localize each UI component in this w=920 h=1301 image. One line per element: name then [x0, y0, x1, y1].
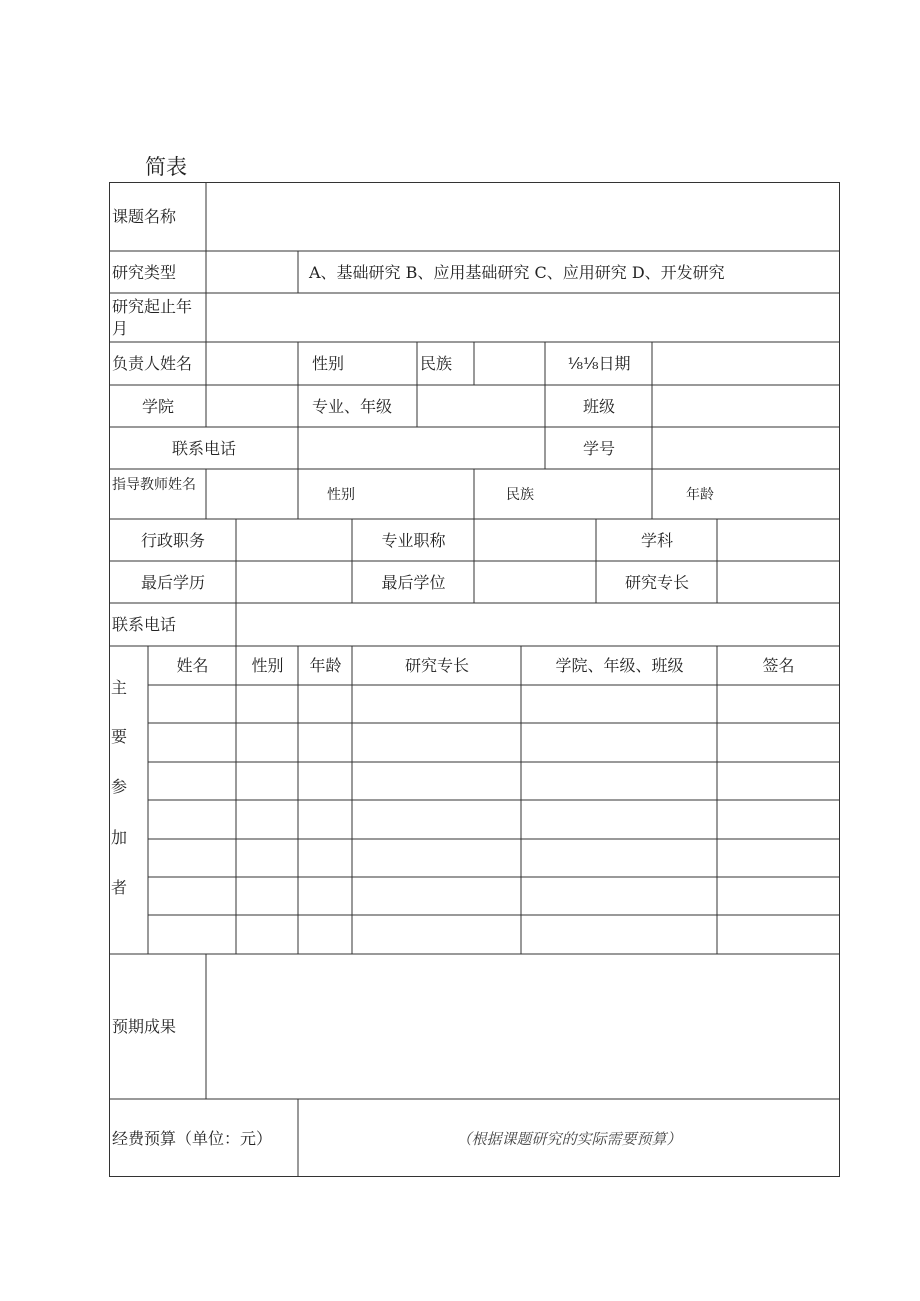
participants-header-age: 年龄 [309, 656, 342, 675]
outcome-input[interactable] [207, 955, 839, 1099]
topic-label: 课题名称 [112, 207, 177, 226]
participant-name-input[interactable] [149, 724, 236, 762]
participants-header-school: 学院、年级、班级 [555, 656, 684, 675]
participant-school-input[interactable] [522, 916, 717, 954]
advisor-title-label: 专业职称 [381, 530, 446, 550]
participant-expertise-input[interactable] [353, 840, 521, 877]
period-input[interactable] [207, 294, 839, 342]
participant-signature-input[interactable] [718, 724, 839, 762]
participant-signature-input[interactable] [718, 878, 839, 915]
participant-gender-input[interactable] [237, 686, 298, 723]
leader-birth-input[interactable] [653, 343, 839, 385]
participant-age-input[interactable] [299, 686, 352, 723]
leader-school-input[interactable] [207, 386, 298, 427]
advisor-degree-label: 最后学位 [381, 572, 446, 592]
participants-section-char: 主 [111, 678, 128, 697]
topic-input[interactable] [207, 183, 839, 251]
leader-gender-label: 性别 [312, 354, 345, 373]
research-type-options: A、基础研究 B、应用基础研究 C、应用研究 D、开发研究 [309, 262, 725, 282]
participant-age-input[interactable] [299, 724, 352, 762]
advisor-subject-label: 学科 [640, 530, 673, 550]
advisor-subject-input[interactable] [718, 520, 839, 561]
participants-section-char: 要 [111, 727, 128, 746]
budget-label: 经费预算（单位：元） [112, 1128, 273, 1148]
participant-name-input[interactable] [149, 878, 236, 915]
advisor-title-input[interactable] [475, 520, 596, 561]
budget-note: （根据课题研究的实际需要预算） [456, 1129, 682, 1148]
advisor-admin-label: 行政职务 [140, 530, 205, 550]
participant-signature-input[interactable] [718, 840, 839, 877]
participant-signature-input[interactable] [718, 916, 839, 954]
participant-gender-input[interactable] [237, 763, 298, 800]
leader-id-input[interactable] [653, 428, 839, 469]
advisor-age-label: 年龄 [686, 486, 714, 503]
period-label-line2: 月 [112, 319, 129, 338]
participant-expertise-input[interactable] [353, 878, 521, 915]
participant-age-input[interactable] [299, 878, 352, 915]
participant-school-input[interactable] [522, 801, 717, 839]
participant-age-input[interactable] [299, 916, 352, 954]
participant-age-input[interactable] [299, 801, 352, 839]
participant-gender-input[interactable] [237, 801, 298, 839]
leader-phone-label: 联系电话 [171, 438, 236, 458]
leader-major-label: 专业、年级 [312, 396, 393, 416]
participants-section-char: 参 [111, 777, 128, 796]
participant-name-input[interactable] [149, 686, 236, 723]
participant-gender-input[interactable] [237, 724, 298, 762]
participant-expertise-input[interactable] [353, 686, 521, 723]
participant-signature-input[interactable] [718, 686, 839, 723]
leader-school-label: 学院 [141, 396, 174, 416]
outcome-label: 预期成果 [112, 1017, 177, 1036]
leader-major-input[interactable] [418, 386, 545, 427]
participant-expertise-input[interactable] [353, 801, 521, 839]
participant-name-input[interactable] [149, 763, 236, 800]
leader-name-input[interactable] [207, 343, 298, 385]
participant-school-input[interactable] [522, 840, 717, 877]
participants-header-signature: 签名 [762, 656, 795, 675]
participant-expertise-input[interactable] [353, 763, 521, 800]
participant-name-input[interactable] [149, 801, 236, 839]
participant-gender-input[interactable] [237, 878, 298, 915]
research-type-input[interactable] [207, 252, 298, 293]
advisor-edu-label: 最后学历 [140, 572, 205, 592]
participants-header-name: 姓名 [176, 656, 209, 675]
participants-section-char: 者 [111, 878, 128, 897]
participant-name-input[interactable] [149, 840, 236, 877]
leader-birth-label: ⅛⅛日期 [567, 354, 631, 373]
period-label-line1: 研究起止年 [112, 297, 193, 316]
participants-section-char: 加 [111, 828, 128, 847]
participant-school-input[interactable] [522, 724, 717, 762]
participant-age-input[interactable] [299, 763, 352, 800]
leader-id-label: 学号 [582, 438, 615, 458]
form-title: 简表 [145, 155, 187, 179]
leader-ethnicity-input[interactable] [475, 343, 545, 385]
advisor-gender-label: 性别 [327, 486, 355, 503]
advisor-edu-input[interactable] [237, 562, 352, 603]
advisor-expertise-input[interactable] [718, 562, 839, 603]
leader-name-label: 负责人姓名 [112, 354, 193, 373]
participant-school-input[interactable] [522, 763, 717, 800]
leader-class-label: 班级 [582, 396, 615, 416]
participant-age-input[interactable] [299, 840, 352, 877]
participant-signature-input[interactable] [718, 801, 839, 839]
leader-phone-input[interactable] [299, 428, 545, 469]
advisor-expertise-label: 研究专长 [624, 572, 689, 592]
participant-school-input[interactable] [522, 878, 717, 915]
leader-ethnicity-label: 民族 [420, 354, 453, 373]
participant-gender-input[interactable] [237, 916, 298, 954]
participant-school-input[interactable] [522, 686, 717, 723]
period-label [110, 294, 206, 342]
participant-signature-input[interactable] [718, 763, 839, 800]
advisor-phone-input[interactable] [237, 604, 839, 646]
leader-class-input[interactable] [653, 386, 839, 427]
research-type-label: 研究类型 [112, 262, 177, 282]
participant-expertise-input[interactable] [353, 724, 521, 762]
advisor-name-input[interactable] [207, 470, 298, 519]
advisor-phone-label: 联系电话 [112, 615, 177, 634]
participant-expertise-input[interactable] [353, 916, 521, 954]
advisor-degree-input[interactable] [475, 562, 596, 603]
participant-gender-input[interactable] [237, 840, 298, 877]
advisor-name-label: 指导教师姓名 [112, 477, 196, 493]
advisor-ethnicity-label: 民族 [506, 486, 534, 503]
participant-name-input[interactable] [149, 916, 236, 954]
participants-header-expertise: 研究专长 [404, 656, 469, 675]
participants-header-gender: 性别 [251, 656, 284, 675]
advisor-admin-input[interactable] [237, 520, 352, 561]
